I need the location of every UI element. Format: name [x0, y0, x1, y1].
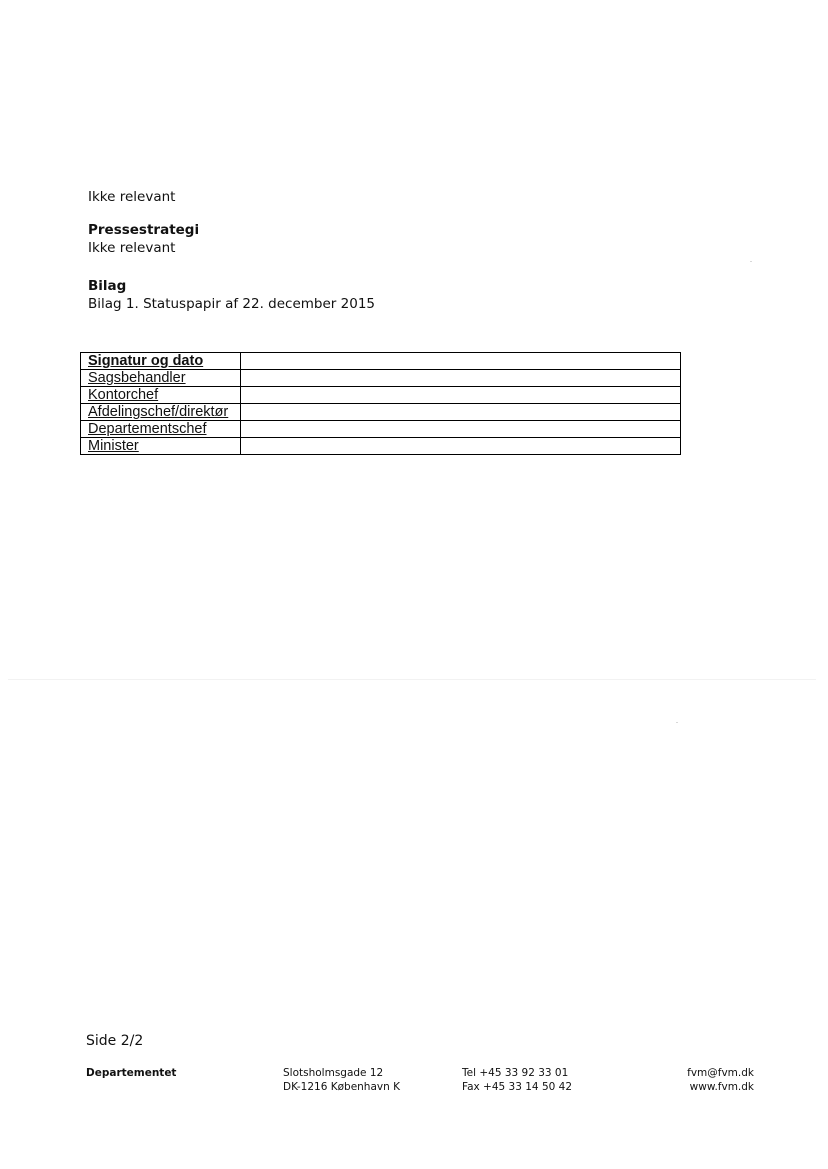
- phone-number: Tel +45 33 92 33 01: [462, 1067, 569, 1079]
- attachments-text: Bilag 1. Statuspapir af 22. december 2015: [88, 296, 375, 312]
- signature-blank-cell: [241, 387, 681, 404]
- footer-address: [283, 1066, 400, 1094]
- signature-header-cell: Signatur og dato: [81, 353, 241, 370]
- website-address: www.fvm.dk: [689, 1081, 754, 1093]
- scan-speck: [750, 261, 752, 262]
- email-address: fvm@fvm.dk: [687, 1067, 754, 1079]
- relevance-text: Ikke relevant: [88, 189, 176, 205]
- role-cell: Sagsbehandler: [81, 370, 241, 387]
- signature-blank-cell: [241, 421, 681, 438]
- footer-department: [86, 1066, 176, 1080]
- press-strategy-heading: Pressestrategi: [88, 222, 200, 238]
- press-strategy-text: Ikke relevant: [88, 240, 176, 256]
- signature-table-header-row: [81, 353, 681, 370]
- address-line: Slotsholmsgade 12: [283, 1067, 384, 1079]
- signature-blank-cell: [241, 404, 681, 421]
- table-row: [81, 421, 681, 438]
- table-row: [81, 387, 681, 404]
- department-name: Departementet: [86, 1067, 177, 1079]
- role-cell: Kontorchef: [81, 387, 241, 404]
- scan-artifact-line: [8, 679, 816, 680]
- signature-table: [80, 352, 681, 455]
- footer-contact-numbers: [462, 1066, 572, 1094]
- footer-web-contact: [687, 1066, 754, 1094]
- address-line: DK-1216 København K: [283, 1081, 400, 1093]
- role-cell: Afdelingschef/direktør: [81, 404, 241, 421]
- attachments-heading: Bilag: [88, 278, 127, 294]
- table-row: [81, 404, 681, 421]
- table-row: [81, 438, 681, 455]
- fax-number: Fax +45 33 14 50 42: [462, 1081, 573, 1093]
- page-number: Side 2/2: [86, 1033, 144, 1049]
- table-row: [81, 370, 681, 387]
- signature-blank-cell: [241, 438, 681, 455]
- signature-blank-cell: [241, 370, 681, 387]
- role-cell: Minister: [81, 438, 241, 455]
- signature-blank-cell: [241, 353, 681, 370]
- scan-speck: [676, 722, 678, 723]
- role-cell: Departementschef: [81, 421, 241, 438]
